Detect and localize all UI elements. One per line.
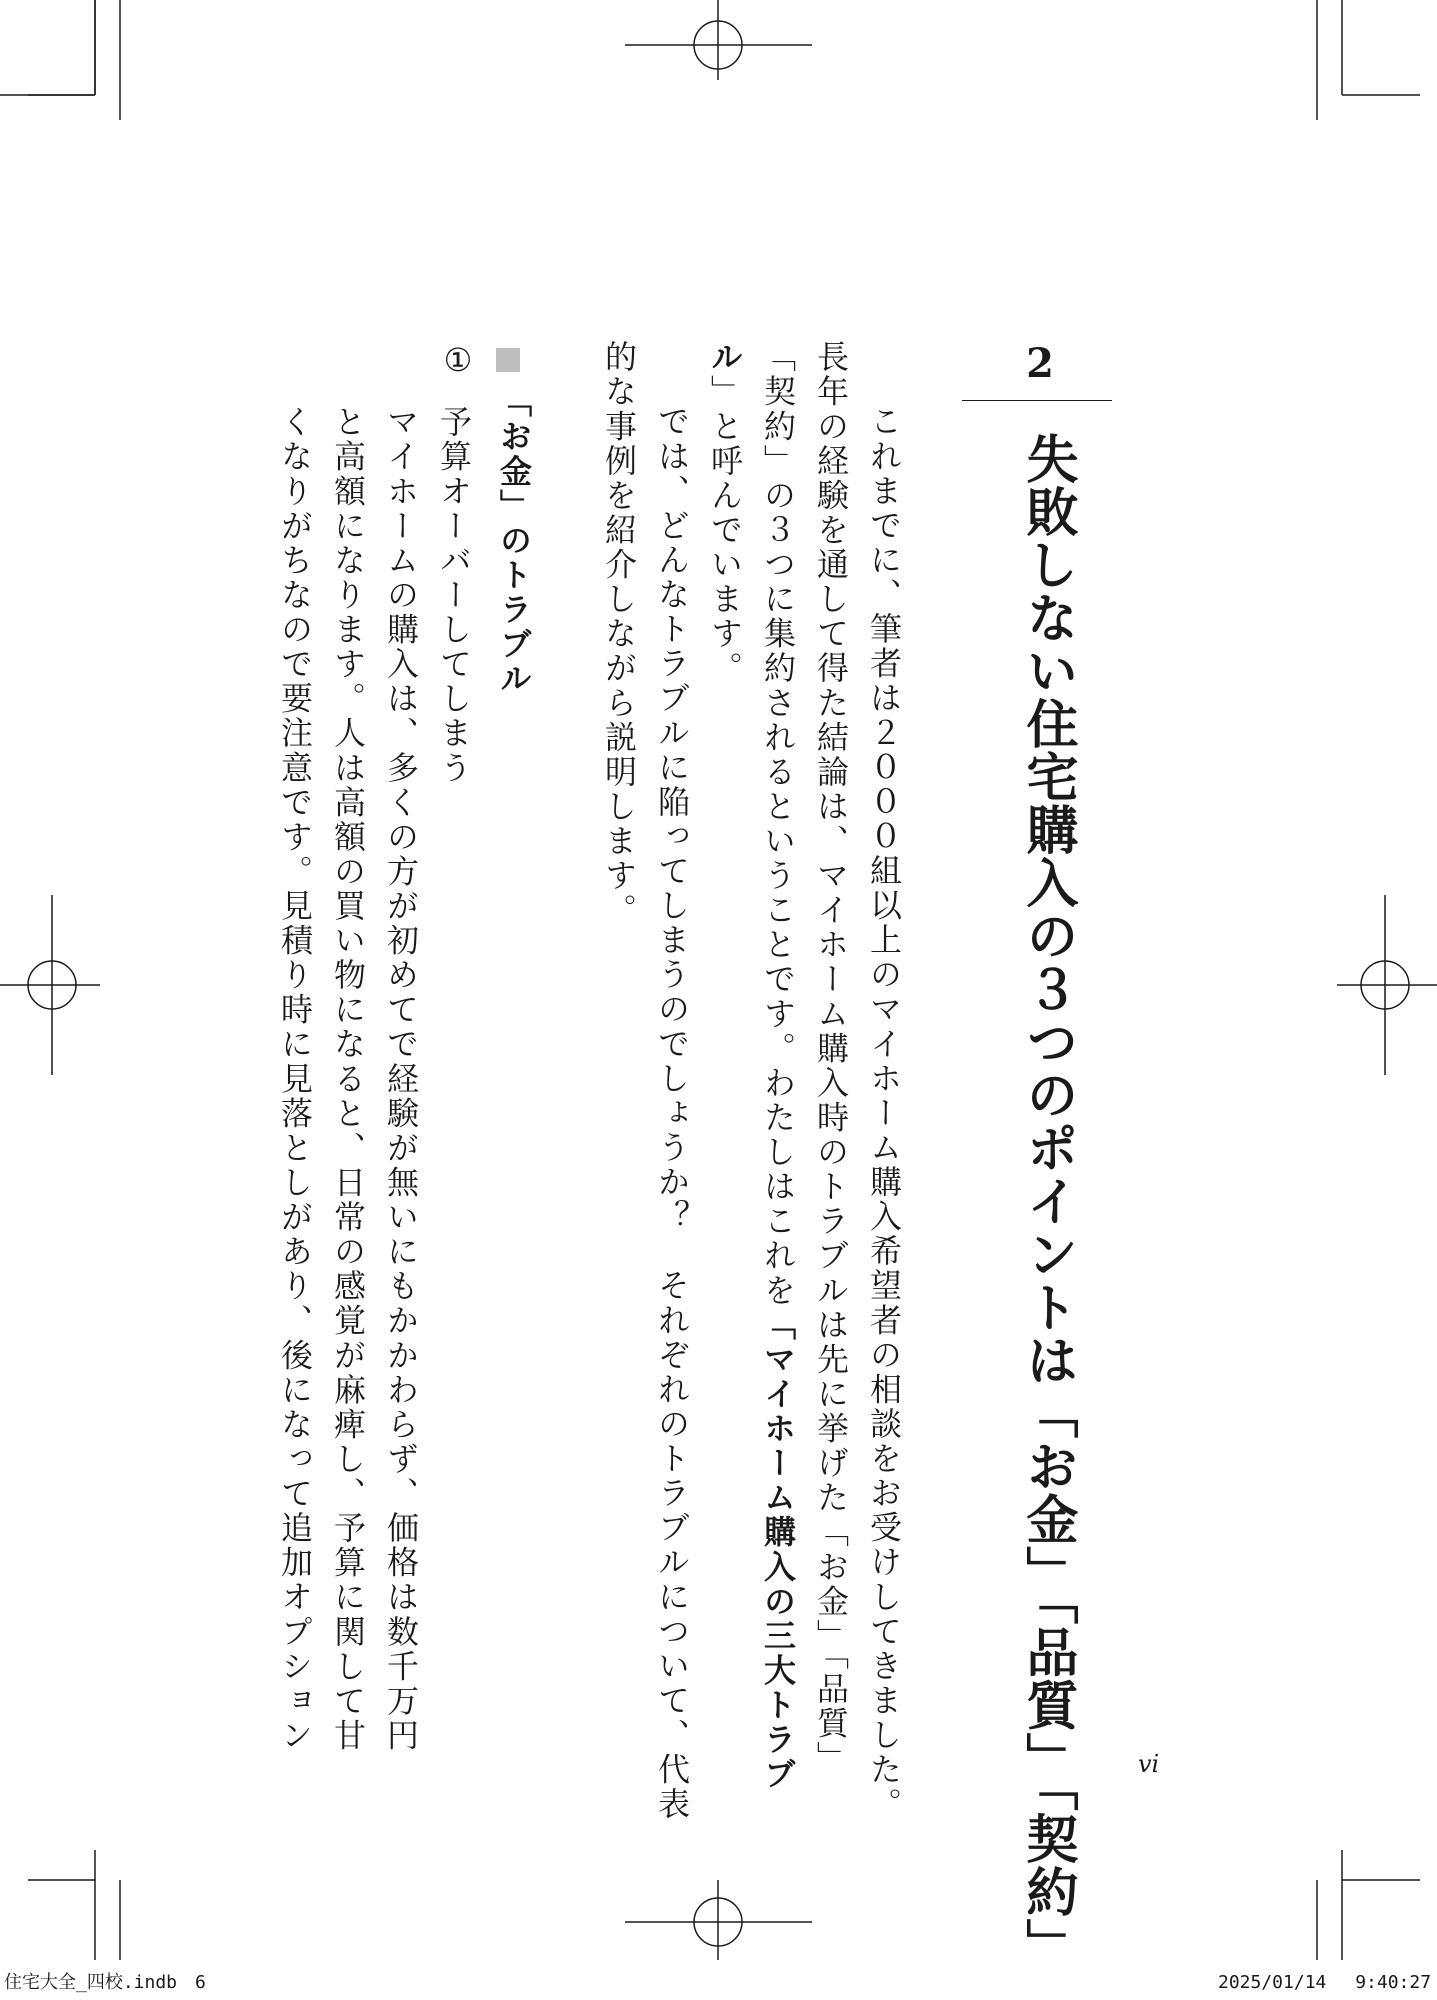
chapter-rule: [962, 400, 1112, 401]
slug-filename: 住宅大全_四校.indb 6: [4, 1972, 206, 1993]
section-line-1: マイホームの購入は、多くの方が初めてで経験が無いにもかかわらず、価格は数千万円: [382, 405, 420, 1753]
section-line-3: くなりがちなので要注意です。見積り時に見落としがあり、後になって追加オプション: [276, 405, 314, 1753]
paragraph-1-line-4: [706, 340, 744, 686]
paragraph-1-bold-phrase-end: ル: [706, 340, 744, 375]
slug-datetime: 2025/01/14 9:40:27: [1218, 1972, 1432, 1993]
section-marker-square: [496, 348, 520, 372]
paragraph-1-bold-phrase: 「マイホーム購入の三大トラブ: [759, 1307, 797, 1792]
section-heading: 「お金」のトラブル: [495, 385, 533, 697]
paragraph-1-line-1: これまでに、筆者は２０００組以上のマイホーム購入希望者の相談をお受けしてきました。: [865, 370, 903, 1822]
item-number: ①: [443, 341, 473, 379]
paragraph-1-line-4-text: 」と呼んでいます。: [706, 374, 744, 686]
section-line-2: と高額になります。人は高額の買い物になると、日常の感覚が麻痺し、予算に関して甘: [329, 405, 367, 1753]
paragraph-1-line-3: [759, 340, 797, 1792]
page-folio: vi: [1138, 1750, 1160, 1778]
item-title: 予算オーバーしてしまう: [435, 405, 473, 786]
paragraph-1-line-2: 長年の経験を通して得た結論は、マイホーム購入時のトラブルは先に挙げた「お金」「品質」: [812, 340, 850, 1776]
chapter-title: 失敗しない住宅購入の３つのポイントは「お金」「品質」「契約」: [1017, 432, 1077, 1972]
paragraph-2-line-2: 的な事例を紹介しながら説明します。: [600, 340, 638, 928]
paragraph-2-line-1: では、どんなトラブルに陥ってしまうのでしょうか？ それぞれのトラブルについて、代表: [653, 370, 691, 1822]
paragraph-1-line-3-text: 「契約」の３つに集約されるということです。わたしはこれを: [759, 340, 797, 1308]
chapter-number: 2: [1026, 340, 1054, 387]
